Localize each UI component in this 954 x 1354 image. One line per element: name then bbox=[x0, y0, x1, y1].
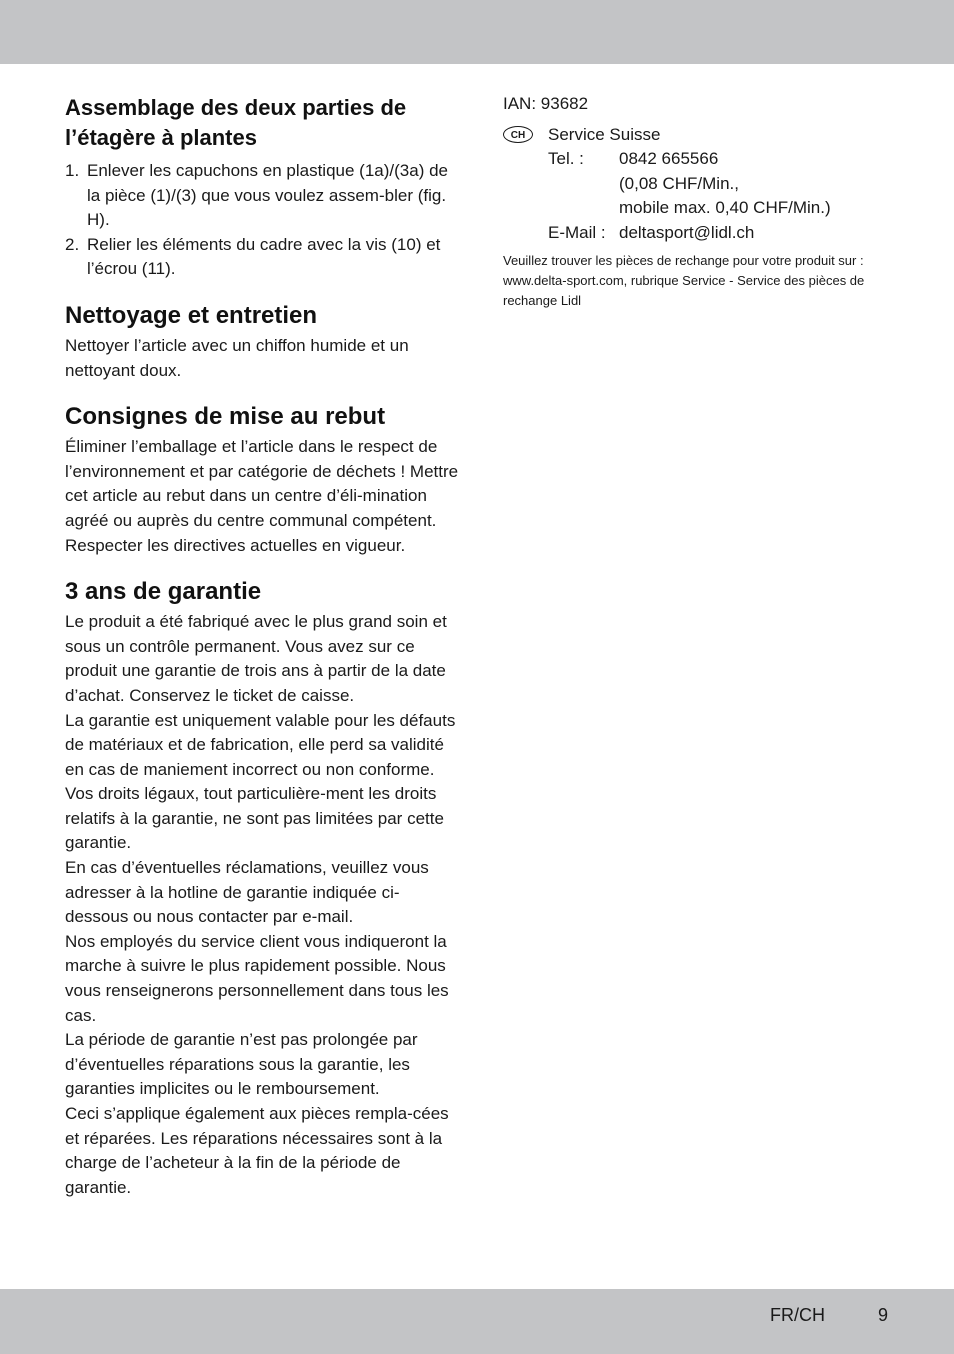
assembly-step: 1. Enlever les capuchons en plastique (1a)/(3a) de la pièce (1)/(3) que vous voulez assem-bler (fig. H). bbox=[65, 161, 448, 230]
warranty-paragraph: Ceci s’applique également aux pièces rempla-cées et réparées. Les réparations nécessaires sont à la charge de l’acheteur à la fin de la période de garantie. bbox=[65, 1104, 449, 1197]
warranty-paragraph: Nos employés du service client vous indiqueront la marche à suivre le plus rapidement possible. Nous vous renseignerons personnellement dans tous les cas. bbox=[65, 931, 449, 1025]
service-name: Service Suisse bbox=[548, 124, 661, 144]
ian-number: IAN: 93682 bbox=[503, 94, 589, 113]
tel-rate-mobile: mobile max. 0,40 CHF/Min.) bbox=[619, 198, 831, 217]
cleaning-heading: Nettoyage et entretien bbox=[65, 301, 318, 329]
warranty-paragraph: La garantie est uniquement valable pour les défauts de matériaux et de fabrication, elle perd sa validité en cas de maniement incorrect ou non conforme. Vos droits légaux, tout particulière-ment les droits relatifs à la garantie, ne sont pas limitées par cette garantie. bbox=[65, 710, 456, 853]
tel-rate: (0,08 CHF/Min., bbox=[619, 173, 739, 193]
header-band bbox=[0, 0, 954, 64]
warranty-paragraph: La période de garantie n’est pas prolongée par d’éventuelles réparations sous la garantie, les garanties implicites ou le remboursement. bbox=[65, 1030, 418, 1099]
service-contact bbox=[548, 123, 831, 246]
warranty-section bbox=[65, 576, 460, 1200]
warranty-heading: 3 ans de garantie bbox=[65, 578, 262, 606]
assembly-step: 2. Relier les éléments du cadre avec la vis (10) et l’écrou (11). bbox=[65, 234, 441, 279]
disposal-text: Éliminer l’emballage et l’article dans le respect de l’environnement et par catégorie de déchets ! Mettre cet article au rebut dans un centre d’éli-mination agréé ou auprès du centre communal compétent. Respecter les directives actuelles en vigueur. bbox=[65, 437, 459, 555]
disposal-section bbox=[65, 401, 460, 558]
tel-label: Tel. : bbox=[548, 149, 584, 168]
spare-parts-note: Veuillez trouver les pièces de rechange pour votre produit sur : www.delta-sport.com, rubrique Service - Service des pièces de rechange Lidl bbox=[503, 253, 865, 308]
assembly-heading: Assemblage des deux parties de l’étagère à plantes bbox=[65, 95, 407, 150]
cleaning-section bbox=[65, 300, 460, 383]
tel-number: 0842 665566 bbox=[619, 149, 719, 168]
right-column bbox=[503, 92, 903, 311]
disposal-heading: Consignes de mise au rebut bbox=[65, 403, 386, 431]
warranty-paragraph: En cas d’éventuelles réclamations, veuillez vous adresser à la hotline de garantie indiquée ci-dessous ou nous contacter par e-mail. bbox=[65, 858, 429, 927]
warranty-paragraph: Le produit a été fabriqué avec le plus grand soin et sous un contrôle permanent. Vous avez sur ce produit une garantie de trois ans à partir de la date d’achat. Conservez le ticket de caisse. bbox=[65, 612, 447, 705]
ch-country-badge: CH bbox=[503, 126, 533, 143]
email-label: E-Mail : bbox=[548, 222, 606, 242]
contact-grid bbox=[548, 147, 831, 245]
page-number: 9 bbox=[878, 1305, 889, 1325]
assembly-section bbox=[65, 93, 460, 282]
footer-language: FR/CH bbox=[770, 1305, 825, 1325]
service-block bbox=[503, 123, 903, 246]
assembly-steps bbox=[65, 159, 460, 282]
cleaning-text: Nettoyer l’article avec un chiffon humide et un nettoyant doux. bbox=[65, 335, 409, 380]
email-value[interactable]: deltasport@lidl.ch bbox=[619, 222, 755, 242]
left-column bbox=[65, 93, 460, 1200]
